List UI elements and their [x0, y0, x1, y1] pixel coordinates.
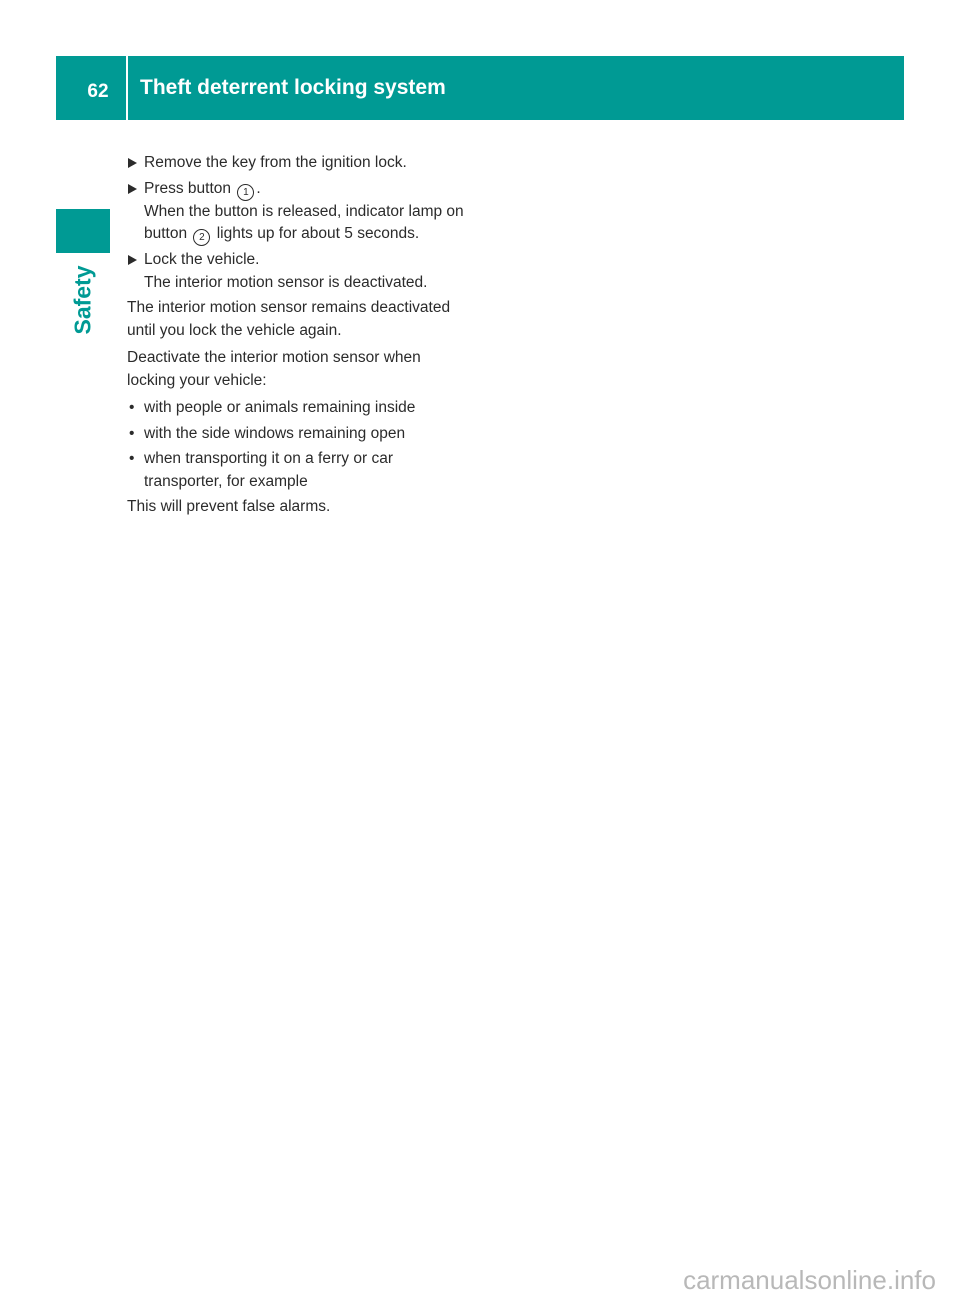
step-arrow-icon: [128, 184, 137, 194]
page-content: [127, 152, 467, 524]
step-result-text: When the button is released, indicator lamp on button: [144, 202, 464, 242]
step-text: Remove the key from the ignition lock.: [144, 154, 407, 171]
step-result: The interior motion sensor is deactivated.: [144, 273, 428, 291]
step-text: Lock the vehicle.: [144, 251, 260, 268]
bullet-item: [127, 448, 467, 493]
instruction-step: [127, 249, 467, 294]
paragraph: The interior motion sensor remains deactivated until you lock the vehicle again.: [127, 299, 451, 339]
instruction-step: [127, 178, 467, 247]
bullet-item: [127, 423, 467, 446]
watermark: carmanualsonline.info: [683, 1265, 936, 1295]
step-text-end: .: [256, 179, 261, 197]
step-text: Press button: [144, 179, 232, 197]
callout-number-icon: 2: [193, 229, 210, 246]
bullet-icon: •: [129, 450, 135, 467]
bullet-item: [127, 397, 467, 420]
bullet-icon: •: [129, 399, 135, 416]
page-number: 62: [87, 81, 109, 102]
bullet-icon: •: [129, 424, 135, 442]
bullet-text: with people or animals remaining inside: [144, 399, 416, 416]
side-tab-label: Safety: [69, 265, 96, 335]
step-result: [144, 201, 467, 247]
paragraph: This will prevent false alarms.: [127, 498, 331, 515]
section-title: Theft deterrent locking system: [140, 76, 446, 99]
bullet-text: with the side windows remaining open: [144, 424, 406, 442]
bullet-text: when transporting it on a ferry or car transporter, for example: [144, 450, 393, 490]
step-result-text: lights up for about 5 seconds.: [216, 225, 420, 242]
callout-number-icon: 1: [237, 184, 254, 201]
side-tab-block: [56, 209, 110, 253]
header-divider: [126, 56, 128, 120]
paragraph: Deactivate the interior motion sensor when locking your vehicle:: [127, 349, 421, 389]
step-arrow-icon: [128, 255, 137, 265]
page-header: [56, 56, 904, 120]
instruction-step: [127, 152, 467, 175]
step-arrow-icon: [128, 158, 137, 168]
